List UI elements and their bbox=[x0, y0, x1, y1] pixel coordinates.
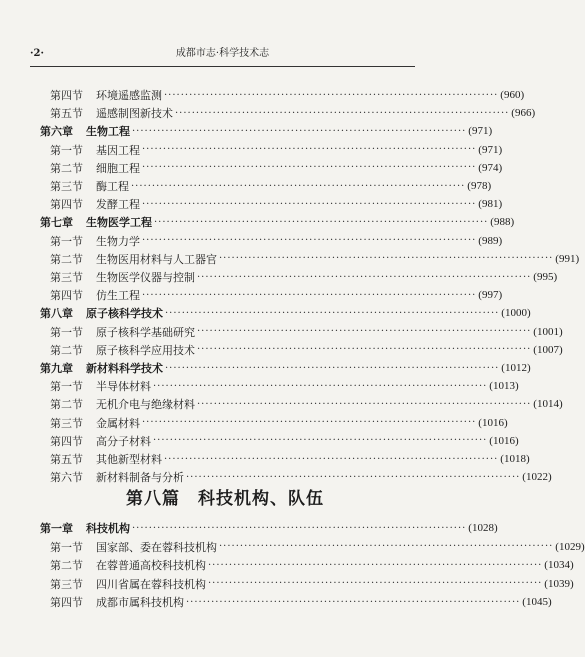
toc-entry-page: (1029) bbox=[555, 540, 585, 553]
toc-entry-number: 第四节 bbox=[50, 434, 83, 448]
toc-leader-dots: ················································································ bbox=[197, 271, 532, 283]
toc-entry-title: 发酵工程 bbox=[96, 198, 140, 212]
toc-entry-title: 成都市属科技机构 bbox=[96, 596, 184, 609]
toc-leader-dots: ················································································ bbox=[219, 253, 554, 265]
toc-section-entry bbox=[40, 159, 503, 177]
toc-leader-dots: ················································································ bbox=[154, 216, 489, 228]
toc-entry-number: 第四节 bbox=[50, 596, 83, 609]
toc-entry-page: (1018) bbox=[500, 453, 530, 465]
toc-entry-page: (1034) bbox=[544, 559, 574, 571]
toc-entry-page: (988) bbox=[490, 216, 515, 229]
toc-entry-page: (1012) bbox=[501, 362, 531, 374]
toc-chapter-entry bbox=[40, 519, 498, 537]
toc-leader-dots: ················································································ bbox=[142, 162, 477, 174]
toc-entry-page: (971) bbox=[478, 143, 503, 156]
toc-section-entry bbox=[40, 104, 536, 122]
toc-entry-page: (978) bbox=[467, 180, 492, 192]
toc-entry-page: (1016) bbox=[478, 416, 508, 429]
toc-entry-number: 第五节 bbox=[50, 453, 83, 466]
toc-entry-number: 第七章 bbox=[40, 216, 73, 230]
toc-chapter-entry bbox=[40, 304, 531, 322]
toc-entry-page: (1000) bbox=[501, 307, 531, 320]
toc-section-entry bbox=[40, 341, 563, 359]
toc-entry-number: 第一节 bbox=[50, 380, 83, 394]
toc-section-entry bbox=[40, 250, 580, 268]
toc-entry-number: 第四节 bbox=[50, 89, 83, 102]
toc-section-entry bbox=[40, 575, 574, 593]
toc-leader-dots: ················································································ bbox=[142, 417, 477, 429]
toc-section-entry bbox=[40, 593, 552, 611]
toc-entry-title: 原子核科学基础研究 bbox=[96, 325, 195, 339]
toc-entry-title: 国家部、委在蓉科技机构 bbox=[96, 540, 217, 554]
toc-entry-number: 第六节 bbox=[50, 471, 83, 485]
toc-section-entry bbox=[40, 450, 530, 468]
toc-section-entry bbox=[40, 323, 563, 341]
toc-entry-page: (974) bbox=[478, 161, 503, 174]
toc-entry-title: 无机介电与绝缘材料 bbox=[96, 398, 195, 412]
toc-entry-number: 第三节 bbox=[50, 577, 83, 591]
toc-entry-page: (1014) bbox=[533, 398, 563, 411]
toc-entry-title: 基因工程 bbox=[96, 143, 140, 157]
toc-entry-page: (997) bbox=[478, 289, 503, 302]
part-heading: 第八篇 科技机构、队伍 bbox=[126, 489, 324, 509]
toc-section-entry bbox=[40, 432, 519, 450]
toc-leader-dots: ················································································ bbox=[142, 289, 477, 301]
toc-entry-number: 第四节 bbox=[50, 198, 83, 212]
toc-leader-dots: ················································································ bbox=[186, 596, 521, 608]
toc-leader-dots: ················································································ bbox=[165, 362, 500, 374]
toc-entry-number: 第一节 bbox=[50, 540, 83, 554]
toc-section-entry bbox=[40, 414, 508, 432]
toc-entry-title: 仿生工程 bbox=[96, 289, 140, 303]
toc-entry-number: 第五节 bbox=[50, 107, 83, 121]
toc-entry-page: (960) bbox=[500, 89, 525, 101]
toc-leader-dots: ················································································ bbox=[219, 541, 554, 552]
toc-entry-title: 生物医学工程 bbox=[86, 216, 152, 230]
toc-leader-dots: ················································································ bbox=[132, 125, 467, 137]
toc-section-entry bbox=[40, 538, 585, 556]
toc-leader-dots: ················································································ bbox=[165, 307, 500, 319]
toc-entry-title: 酶工程 bbox=[96, 180, 129, 193]
toc-entry-title: 环境遥感监测 bbox=[96, 89, 162, 102]
toc-section-entry bbox=[40, 86, 525, 104]
toc-entry-page: (989) bbox=[478, 234, 503, 247]
toc-leader-dots: ················································································ bbox=[164, 453, 499, 465]
toc-entry-title: 生物医用材料与人工器官 bbox=[96, 252, 217, 266]
toc-entry-number: 第二节 bbox=[50, 252, 83, 266]
toc-entry-page: (981) bbox=[478, 198, 503, 211]
toc-entry-title: 生物工程 bbox=[86, 125, 130, 139]
toc-section-entry bbox=[40, 395, 563, 413]
toc-entry-page: (1001) bbox=[533, 325, 563, 338]
toc-leader-dots: ················································································ bbox=[142, 144, 477, 156]
toc-entry-page: (991) bbox=[555, 252, 580, 265]
toc-leader-dots: ················································································ bbox=[132, 522, 467, 534]
toc-entry-title: 细胞工程 bbox=[96, 161, 140, 175]
toc-section-entry bbox=[40, 268, 558, 286]
page-header bbox=[30, 44, 415, 64]
toc-entry-number: 第一节 bbox=[50, 325, 83, 339]
toc-entry-title: 半导体材料 bbox=[96, 380, 151, 394]
toc-section-entry bbox=[40, 377, 519, 395]
toc-entry-number: 第一节 bbox=[50, 234, 83, 248]
running-title: 成都市志·科学技术志 bbox=[175, 48, 270, 59]
toc-entry-number: 第三节 bbox=[50, 416, 83, 430]
toc-leader-dots: ················································································ bbox=[142, 235, 477, 247]
toc-leader-dots: ················································································ bbox=[208, 559, 543, 571]
toc-entry-page: (1022) bbox=[522, 471, 552, 484]
toc-entry-title: 新材料制备与分析 bbox=[96, 471, 184, 485]
toc-entry-number: 第一节 bbox=[50, 143, 83, 157]
toc-entry-title: 新材料科学技术 bbox=[86, 362, 163, 375]
toc-chapter-entry bbox=[40, 122, 493, 140]
toc-leader-dots: ················································································ bbox=[186, 471, 521, 483]
toc-leader-dots: ················································································ bbox=[164, 89, 499, 101]
toc-entry-page: (1045) bbox=[522, 596, 552, 608]
toc-entry-page: (995) bbox=[533, 271, 558, 283]
toc-entry-page: (1016) bbox=[489, 434, 519, 447]
toc-entry-number: 第三节 bbox=[50, 180, 83, 193]
toc-leader-dots: ················································································ bbox=[175, 107, 510, 119]
toc-entry-title: 高分子材料 bbox=[96, 434, 151, 448]
toc-entry-title: 其他新型材料 bbox=[96, 453, 162, 466]
toc-entry-number: 第二节 bbox=[50, 559, 83, 572]
toc-section-entry bbox=[40, 556, 574, 574]
toc-leader-dots: ················································································ bbox=[131, 180, 466, 192]
toc-entry-title: 四川省属在蓉科技机构 bbox=[96, 577, 206, 591]
toc-entry-page: (1028) bbox=[468, 522, 498, 534]
toc-leader-dots: ················································································ bbox=[197, 344, 532, 356]
header-rule bbox=[30, 66, 415, 67]
toc-entry-title: 在蓉普通高校科技机构 bbox=[96, 559, 206, 572]
page-number: ·2· bbox=[30, 48, 44, 59]
toc-entry-title: 金属材料 bbox=[96, 416, 140, 430]
toc-entry-title: 原子核科学应用技术 bbox=[96, 343, 195, 357]
toc-entry-page: (1013) bbox=[489, 380, 519, 393]
toc-section-entry bbox=[40, 232, 503, 250]
toc-entry-page: (966) bbox=[511, 107, 536, 120]
toc-leader-dots: ················································································ bbox=[142, 198, 477, 210]
toc-section-entry bbox=[40, 141, 503, 159]
toc-section-entry bbox=[40, 177, 492, 195]
toc-entry-number: 第一章 bbox=[40, 522, 73, 535]
toc-entry-number: 第二节 bbox=[50, 343, 83, 357]
toc-entry-page: (971) bbox=[468, 125, 493, 138]
toc-leader-dots: ················································································ bbox=[153, 435, 488, 447]
toc-leader-dots: ················································································ bbox=[153, 380, 488, 392]
toc-entry-title: 生物医学仪器与控制 bbox=[96, 271, 195, 284]
toc-leader-dots: ················································································ bbox=[197, 326, 532, 338]
toc-section-entry bbox=[40, 195, 503, 213]
toc-leader-dots: ················································································ bbox=[208, 578, 543, 589]
toc-entry-number: 第二节 bbox=[50, 161, 83, 175]
toc-entry-number: 第三节 bbox=[50, 271, 83, 284]
toc-entry-page: (1007) bbox=[533, 343, 563, 356]
toc-entry-number: 第六章 bbox=[40, 125, 73, 139]
toc-entry-title: 原子核科学技术 bbox=[86, 307, 163, 321]
toc-entry-title: 生物力学 bbox=[96, 234, 140, 248]
toc-entry-number: 第二节 bbox=[50, 398, 83, 412]
toc-chapter-entry bbox=[40, 213, 515, 231]
toc-entry-title: 科技机构 bbox=[86, 522, 130, 535]
toc-section-entry bbox=[40, 286, 503, 304]
toc-entry-number: 第九章 bbox=[40, 362, 73, 375]
toc-entry-title: 遥感制图新技术 bbox=[96, 107, 173, 121]
toc-leader-dots: ················································································ bbox=[197, 398, 532, 410]
toc-entry-page: (1039) bbox=[544, 577, 574, 590]
toc-entry-number: 第四节 bbox=[50, 289, 83, 303]
toc-entry-number: 第八章 bbox=[40, 307, 73, 321]
toc-chapter-entry bbox=[40, 359, 531, 377]
